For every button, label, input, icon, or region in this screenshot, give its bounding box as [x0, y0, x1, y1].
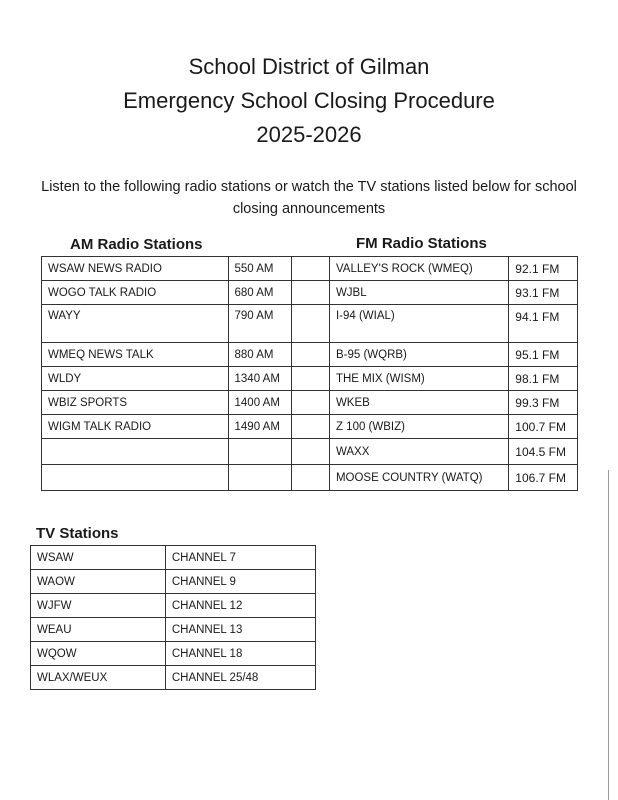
- am-station: WOGO TALK RADIO: [42, 281, 229, 305]
- radio-stations-table: [41, 256, 578, 491]
- tv-station: WLAX/WEUX: [31, 666, 166, 690]
- spacer-cell: [292, 281, 330, 305]
- tv-row: [31, 594, 316, 618]
- radio-row: [42, 343, 578, 367]
- fm-frequency: 98.1 FM: [509, 367, 578, 391]
- tv-channel: CHANNEL 9: [165, 570, 315, 594]
- tv-station: WJFW: [31, 594, 166, 618]
- fm-station: Z 100 (WBIZ): [329, 415, 508, 439]
- am-radio-heading: AM Radio Stations: [70, 236, 203, 253]
- spacer-cell: [292, 465, 330, 491]
- fm-station: I-94 (WIAL): [329, 305, 508, 343]
- fm-station: WJBL: [329, 281, 508, 305]
- tv-channel: CHANNEL 12: [165, 594, 315, 618]
- tv-stations-heading: TV Stations: [36, 525, 119, 542]
- spacer-cell: [292, 305, 330, 343]
- tv-stations-table: [30, 545, 316, 690]
- fm-frequency: 99.3 FM: [509, 391, 578, 415]
- tv-row: [31, 642, 316, 666]
- tv-row: [31, 666, 316, 690]
- radio-row: [42, 465, 578, 491]
- tv-row: [31, 570, 316, 594]
- radio-row: [42, 415, 578, 439]
- spacer-cell: [292, 391, 330, 415]
- fm-station: WAXX: [329, 439, 508, 465]
- intro-text: [30, 176, 588, 220]
- tv-channel: CHANNEL 18: [165, 642, 315, 666]
- tv-channel: CHANNEL 25/48: [165, 666, 315, 690]
- am-station: [42, 465, 229, 491]
- spacer-cell: [292, 367, 330, 391]
- spacer-cell: [292, 343, 330, 367]
- spacer-cell: [292, 439, 330, 465]
- tv-channel: CHANNEL 7: [165, 546, 315, 570]
- district-title: School District of Gilman: [188, 54, 430, 79]
- am-station: WMEQ NEWS TALK: [42, 343, 229, 367]
- spacer-cell: [292, 415, 330, 439]
- radio-row: [42, 391, 578, 415]
- fm-station: THE MIX (WISM): [329, 367, 508, 391]
- tv-station: WAOW: [31, 570, 166, 594]
- tv-station: WEAU: [31, 618, 166, 642]
- fm-radio-heading: FM Radio Stations: [356, 235, 487, 252]
- radio-row: [42, 367, 578, 391]
- radio-row: [42, 439, 578, 465]
- tv-row: [31, 618, 316, 642]
- intro-line-1: Listen to the following radio stations or watch the TV stations listed below for school: [41, 179, 577, 195]
- am-station: WLDY: [42, 367, 229, 391]
- fm-frequency: 104.5 FM: [509, 439, 578, 465]
- fm-station: WKEB: [329, 391, 508, 415]
- fm-station: B-95 (WQRB): [329, 343, 508, 367]
- fm-frequency: 93.1 FM: [509, 281, 578, 305]
- procedure-title: Emergency School Closing Procedure: [123, 88, 495, 113]
- spacer-cell: [292, 257, 330, 281]
- am-frequency: 1490 AM: [228, 415, 292, 439]
- am-station: WAYY: [42, 305, 229, 343]
- am-frequency: 1400 AM: [228, 391, 292, 415]
- radio-row: [42, 257, 578, 281]
- am-frequency: 550 AM: [228, 257, 292, 281]
- am-frequency: 680 AM: [228, 281, 292, 305]
- tv-station: WSAW: [31, 546, 166, 570]
- tv-row: [31, 546, 316, 570]
- intro-line-2: closing announcements: [232, 201, 386, 217]
- am-frequency: 1340 AM: [228, 367, 292, 391]
- fm-frequency: 106.7 FM: [509, 465, 578, 491]
- fm-frequency: 100.7 FM: [509, 415, 578, 439]
- fm-station: VALLEY'S ROCK (WMEQ): [329, 257, 508, 281]
- am-frequency: 880 AM: [228, 343, 292, 367]
- fm-frequency: 94.1 FM: [509, 305, 578, 343]
- radio-row: [42, 305, 578, 343]
- am-frequency: [228, 465, 292, 491]
- school-year: 2025-2026: [256, 122, 362, 147]
- am-station: WSAW NEWS RADIO: [42, 257, 229, 281]
- tv-channel: CHANNEL 13: [165, 618, 315, 642]
- am-station: WIGM TALK RADIO: [42, 415, 229, 439]
- radio-row: [42, 281, 578, 305]
- tv-station: WQOW: [31, 642, 166, 666]
- fm-frequency: 95.1 FM: [509, 343, 578, 367]
- fm-frequency: 92.1 FM: [509, 257, 578, 281]
- am-frequency: 790 AM: [228, 305, 292, 343]
- page-edge-line: [608, 470, 609, 800]
- am-station: [42, 439, 229, 465]
- am-frequency: [228, 439, 292, 465]
- am-station: WBIZ SPORTS: [42, 391, 229, 415]
- fm-station: MOOSE COUNTRY (WATQ): [329, 465, 508, 491]
